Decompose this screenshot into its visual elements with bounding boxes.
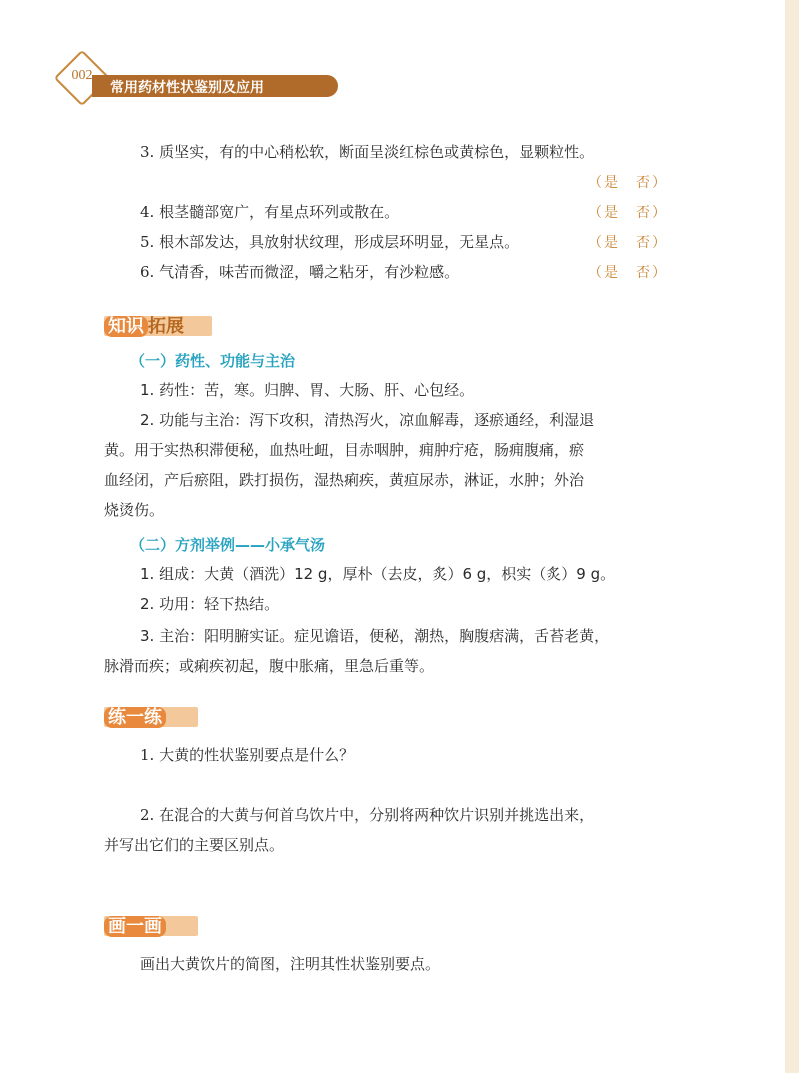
heading-highlight: 知识: [104, 316, 148, 337]
knowledge-extension-heading: [104, 312, 212, 336]
paragraph-indication-line2: 脉滑而疾；或痢疾初起，腹中胀痛，里急后重等。: [104, 657, 435, 675]
answer-yes-no-4: （是 否）: [588, 205, 668, 221]
practice-heading: [104, 703, 198, 727]
paragraph-composition: 1. 组成：大黄（酒洗）12 g，厚朴（去皮，炙）6 g，枳实（炙）9 g。: [140, 565, 616, 583]
paragraph-functions-line2: 黄。用于实热积滞便秘，血热吐衄，目赤咽肿，痈肿疔疮，肠痈腹痛，瘀: [104, 441, 585, 459]
practice-question-1: 1. 大黄的性状鉴别要点是什么？: [140, 746, 355, 764]
paragraph-functions-line3: 血经闭，产后瘀阻，跌打损伤，湿热痢疾，黄疸尿赤，淋证，水肿；外治: [104, 471, 585, 489]
draw-instruction: 画出大黄饮片的简图，注明其性状鉴别要点。: [140, 955, 441, 973]
book-title: 常用药材性状鉴别及应用: [110, 80, 264, 96]
heading-highlight: 画一画: [104, 916, 166, 937]
paragraph-functions-line4: 烧烫伤。: [104, 501, 165, 519]
subheading-properties: （一）药性、功能与主治: [130, 352, 296, 370]
practice-question-2-line1: 2. 在混合的大黄与何首乌饮片中，分别将两种饮片识别并挑选出来，: [140, 806, 595, 824]
paragraph-functions-line1: 2. 功能与主治：泻下攻积，清热泻火，凉血解毒，逐瘀通经，利湿退: [140, 411, 595, 429]
paragraph-properties: 1. 药性：苦，寒。归脾、胃、大肠、肝、心包经。: [140, 381, 475, 399]
answer-yes-no-3: （是 否）: [588, 175, 668, 191]
page-number: 002: [71, 68, 93, 83]
paragraph-indication-line1: 3. 主治：阳明腑实证。症见谵语，便秘，潮热，胸腹痞满，舌苔老黄，: [140, 627, 610, 645]
checklist-item-5: 5. 根木部发达，具放射状纹理，形成层环明显，无星点。: [140, 233, 520, 251]
practice-question-2-line2: 并写出它们的主要区别点。: [104, 836, 285, 854]
answer-yes-no-6: （是 否）: [588, 265, 668, 281]
checklist-item-6: 6. 气清香，味苦而微涩，嚼之粘牙，有沙粒感。: [140, 263, 460, 281]
answer-yes-no-5: （是 否）: [588, 235, 668, 251]
paragraph-effect: 2. 功用：轻下热结。: [140, 595, 280, 613]
heading-rest: 拓展: [148, 316, 184, 337]
checklist-item-3: 3. 质坚实，有的中心稍松软，断面呈淡红棕色或黄棕色，显颗粒性。: [140, 143, 595, 161]
subheading-formula: （二）方剂举例——小承气汤: [130, 536, 326, 554]
draw-heading: [104, 912, 198, 936]
heading-highlight: 练一练: [104, 707, 166, 728]
checklist-item-4: 4. 根茎髓部宽广，有星点环列或散在。: [140, 203, 400, 221]
page-edge-strip: [785, 0, 799, 1073]
